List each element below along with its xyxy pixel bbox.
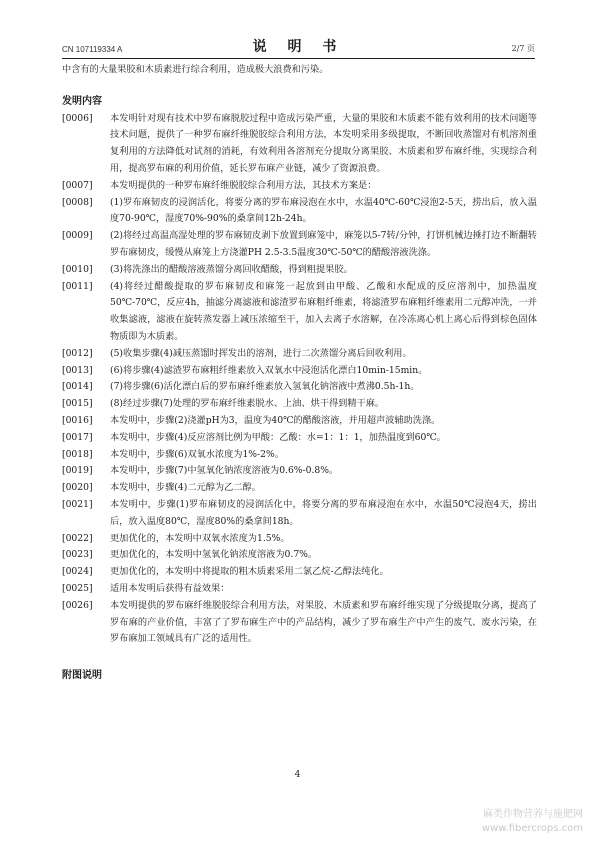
paragraph — [62, 581, 537, 598]
paragraph-text: (8)经过步骤(7)处理的罗布麻纤维素脱水、上油、烘干得到精干麻。 — [110, 398, 385, 410]
paragraph-number: [0023] — [62, 549, 93, 561]
paragraph-text: 本发明中，步骤(2)浇灌pH为3，温度为40℃的醋酸溶液，并用超声波辅助洗涤。 — [110, 414, 441, 426]
paragraph-text: 本发明中，步骤(1)罗布麻韧皮的浸润活化中，将要分离的罗布麻浸泡在水中，水温50℃浸泡4天，捞出后，放入温度80℃，湿度80%的桑拿间18h。 — [110, 498, 537, 527]
paragraph-text: 本发明提供的罗布麻纤维脱胶综合利用方法，对果胶、木质素和罗布麻纤维实现了分级提取分离，提高了罗布麻的产业价值，丰富了了罗布麻生产中的产品结构，减少了罗布麻生产中产生的废气、废水污染，在罗布麻加工领域具有广泛的适用性。 — [110, 599, 537, 645]
paragraph — [62, 262, 537, 279]
paragraph-number: [0026] — [62, 599, 93, 611]
paragraph — [62, 531, 537, 548]
paragraph — [62, 396, 537, 413]
paragraph-text: 本发明针对现有技术中罗布麻脱胶过程中造成污染严重，大量的果胶和木质素不能有效利用的技术问题等技术问题，提供了一种罗布麻纤维脱胶综合利用方法，本发明采用多级提取，不断回收蒸馏对有机溶剂重复利用的方法降低对试剂的消耗，有效利用各溶剂充分提取分离果胶、木质素和罗布麻纤维，实现综合利用，提高罗布麻的利用价值，延长罗布麻产业链，减少了资源浪费。 — [110, 112, 537, 174]
document-body — [62, 62, 537, 685]
paragraph-number: [0010] — [62, 263, 93, 275]
paragraph — [62, 178, 537, 195]
paragraph-number: [0006] — [62, 112, 93, 124]
paragraph-number: [0014] — [62, 381, 93, 393]
paragraph-text: (1)罗布麻韧皮的浸润活化，将要分离的罗布麻浸泡在水中，水温40℃-60℃浸泡2-5天，捞出后，放入温度70-90℃，湿度70%-90%的桑拿间12h-24h。 — [110, 196, 537, 225]
paragraph-text: 本发明提供的一种罗布麻纤维脱胶综合利用方法，其技术方案是： — [110, 179, 377, 191]
paragraph-text: 适用本发明后获得有益效果： — [110, 582, 230, 594]
paragraph-number: [0020] — [62, 482, 93, 494]
section-heading-figures: 附图说明 — [62, 670, 102, 682]
paragraph-text: (6)将步骤(4)滤渣罗布麻粗纤维素放入双氧水中浸泡活化漂白10min-15min。 — [110, 364, 428, 376]
page-header — [62, 38, 535, 58]
paragraph — [62, 379, 537, 396]
paragraph — [62, 363, 537, 380]
paragraph-list — [62, 111, 537, 649]
paragraph — [62, 346, 537, 363]
paragraph — [62, 497, 537, 531]
paragraph-text: 本发明中，步骤(4)二元醇为乙二醇。 — [110, 482, 261, 494]
paragraph — [62, 598, 537, 648]
watermark-line2: www.fibercrops.com — [481, 823, 583, 834]
doc-number: CN 107119334 A — [62, 45, 123, 54]
paragraph — [62, 447, 537, 464]
paragraph-number: [0024] — [62, 566, 93, 578]
paragraph-number: [0022] — [62, 532, 93, 544]
paragraph-text: 本发明中，步骤(6)双氧水浓度为1%-2%。 — [110, 448, 284, 460]
paragraph — [62, 111, 537, 178]
paragraph-text: 本发明中，步骤(4)反应溶剂比例为甲酸：乙酸：水=1：1：1，加热温度到60℃。 — [110, 431, 446, 443]
section-heading: 发明内容 — [62, 95, 102, 107]
paragraph-text: 更加优化的，本发明中氢氧化钠浓度溶液为0.7%。 — [110, 549, 318, 561]
paragraph-number: [0013] — [62, 364, 93, 376]
paragraph-number: [0007] — [62, 179, 93, 191]
page-info: 2/7 页 — [511, 44, 535, 53]
watermark-line1: 麻类作物营养与施肥网 — [483, 809, 583, 820]
paragraph-number: [0016] — [62, 414, 93, 426]
header-divider — [62, 58, 535, 59]
paragraph-number: [0019] — [62, 465, 93, 477]
paragraph-text: (2)将经过高温高湿处理的罗布麻韧皮剥下放置到麻笼中，麻笼以5-7转/分钟，打饼机械边捶打边不断翻转罗布麻韧皮，缓慢从麻笼上方浇灌PH 2.5-3.5温度30℃-50℃的醋酸溶液洗涤。 — [110, 230, 537, 258]
paragraph — [62, 564, 537, 581]
paragraph — [62, 279, 537, 346]
paragraph-number: [0025] — [62, 582, 93, 594]
paragraph-number: [0021] — [62, 498, 93, 510]
paragraph — [62, 463, 537, 480]
paragraph-text: 更加优化的，本发明中将提取的粗木质素采用二氯乙烷-乙醇法纯化。 — [110, 566, 389, 578]
paragraph-number: [0018] — [62, 448, 93, 460]
page-number: 4 — [294, 770, 301, 780]
paragraph — [62, 430, 537, 447]
paragraph-text: 更加优化的，本发明中双氧水浓度为1.5%。 — [110, 532, 290, 544]
paragraph-number: [0009] — [62, 230, 93, 242]
page-title: 说 明 书 — [252, 39, 345, 55]
paragraph — [62, 480, 537, 497]
paragraph — [62, 228, 537, 262]
paragraph-text: (4)将经过醋酸提取的罗布麻韧皮和麻笼一起放到由甲酸、乙酸和水配成的反应溶剂中，加热温度50℃-70℃，反应4h，抽滤分离滤液和滤渣罗布麻粗纤维素，将滤渣罗布麻粗纤维素用二元醇冲洗，一并收集滤液，滤液在旋转蒸发器上减压浓缩至干，加入去离子水溶解，在冷冻离心机上离心后得到棕色固体物质即为木质素。 — [110, 280, 537, 342]
paragraph — [62, 413, 537, 430]
paragraph-number: [0008] — [62, 196, 93, 208]
paragraph-text: (5)收集步骤(4)减压蒸馏时挥发出的溶剂，进行二次蒸馏分离后回收利用。 — [110, 347, 412, 359]
watermark — [482, 808, 583, 836]
paragraph-number: [0011] — [62, 280, 93, 292]
paragraph-text: (7)将步骤(6)活化漂白后的罗布麻纤维素放入氢氧化钠溶液中煮沸0.5h-1h。 — [110, 381, 420, 393]
paragraph — [62, 195, 537, 229]
paragraph-text: 本发明中，步骤(7)中氢氧化钠浓度溶液为0.6%-0.8%。 — [110, 465, 339, 477]
paragraph-text: (3)将洗涤出的醋酸溶液蒸馏分离回收醋酸，得到粗提果胶。 — [110, 263, 353, 275]
intro-text: 中含有的大量果胶和木质素进行综合利用，造成极大浪费和污染。 — [62, 64, 329, 75]
paragraph-number: [0017] — [62, 431, 93, 443]
paragraph-number: [0012] — [62, 347, 93, 359]
paragraph — [62, 547, 537, 564]
paragraph-number: [0015] — [62, 398, 93, 410]
